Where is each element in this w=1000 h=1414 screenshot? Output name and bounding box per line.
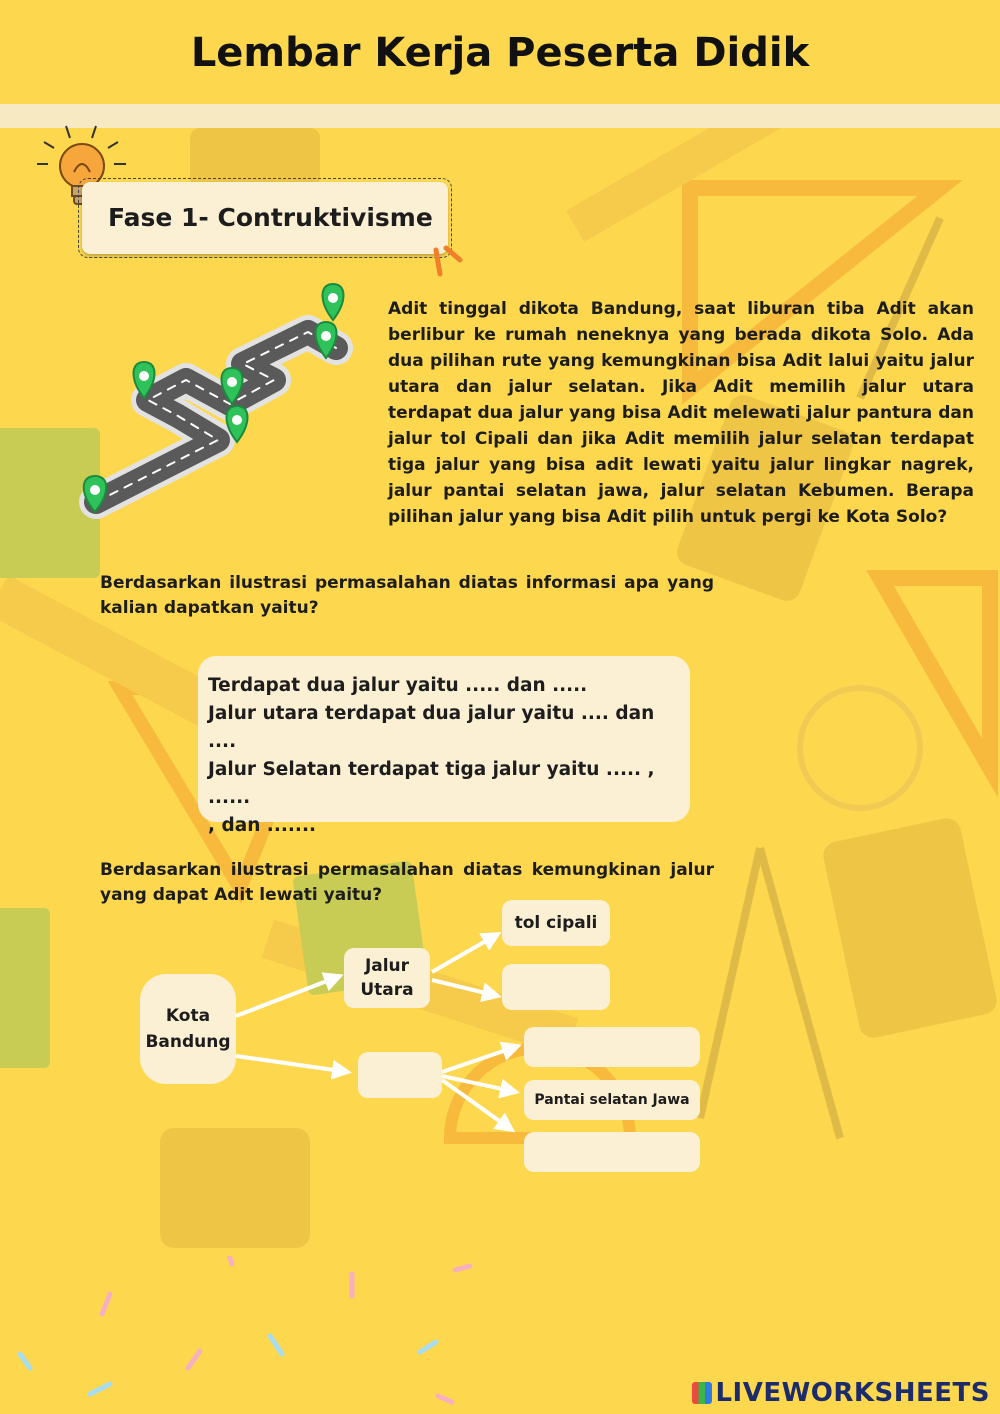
north-route-1-box xyxy=(502,900,610,946)
logo-text: LIVEWORKSHEETS xyxy=(715,1378,990,1408)
south-route-1-input[interactable] xyxy=(524,1026,700,1068)
north-route-box xyxy=(344,948,430,1008)
story-last-line: pilihan jalur yang bisa Adit pilih untuk pergi ke Kota Solo? xyxy=(388,507,948,527)
origin-box xyxy=(140,974,236,1084)
origin-line-2: Bandung xyxy=(145,1032,231,1052)
north-route-1-label: tol cipali xyxy=(514,913,598,933)
origin-line-1: Kota xyxy=(165,1006,211,1026)
page-title: Lembar Kerja Peserta Didik xyxy=(190,30,810,76)
south-route-1-input-box[interactable] xyxy=(524,1027,700,1067)
south-route-input-box[interactable] xyxy=(358,1052,442,1098)
answer-line-4: , dan ....... xyxy=(208,815,317,836)
answer-line-2: Jalur utara terdapat dua jalur yaitu .... dan .... xyxy=(208,703,655,752)
north-line-2: Utara xyxy=(360,980,414,1000)
south-route-2-box xyxy=(524,1080,700,1120)
south-route-3-input-box[interactable] xyxy=(524,1132,700,1172)
liveworksheets-logo[interactable] xyxy=(692,1378,990,1408)
phase-title: Fase 1- Contruktivisme xyxy=(108,203,433,232)
south-route-input[interactable] xyxy=(358,1051,442,1099)
logo-mark-icon xyxy=(692,1382,712,1404)
north-route-2-input[interactable] xyxy=(502,963,610,1011)
north-line-1: Jalur xyxy=(364,956,410,976)
south-route-2-label: Pantai selatan Jawa xyxy=(534,1092,690,1108)
south-route-3-input[interactable] xyxy=(524,1131,700,1173)
question-1: Berdasarkan ilustrasi permasalahan diatas informasi apa yang kalian dapatkan yaitu? xyxy=(100,573,714,618)
question-2: Berdasarkan ilustrasi permasalahan diatas kemungkinan jalur yang dapat Adit lewati yaitu? xyxy=(100,860,714,905)
north-route-2-input-box[interactable] xyxy=(502,964,610,1010)
answer-line-1: Terdapat dua jalur yaitu ..... dan ..... xyxy=(208,675,588,696)
answer-line-3: Jalur Selatan terdapat tiga jalur yaitu ..... , ...... xyxy=(208,759,655,808)
story-text: Adit tinggal dikota Bandung, saat liburan tiba Adit akan berlibur ke rumah neneknya yang berada dikota Solo. Ada dua pilihan rute yang kemungkinan bisa Adit lalui yaitu jalur utara dan jalur selatan. Jika Adit memilih jalur utara terdapat dua jalur yang bisa Adit melewati jalur pantura dan jalur tol Cipali dan jika Adit memilih jalur selatan terdapat tiga jalur yang bisa adit lewati yaitu jalur lingkar nagrek, jalur pantai selatan jawa, jalur selatan Kebumen. Berapa xyxy=(388,299,974,501)
